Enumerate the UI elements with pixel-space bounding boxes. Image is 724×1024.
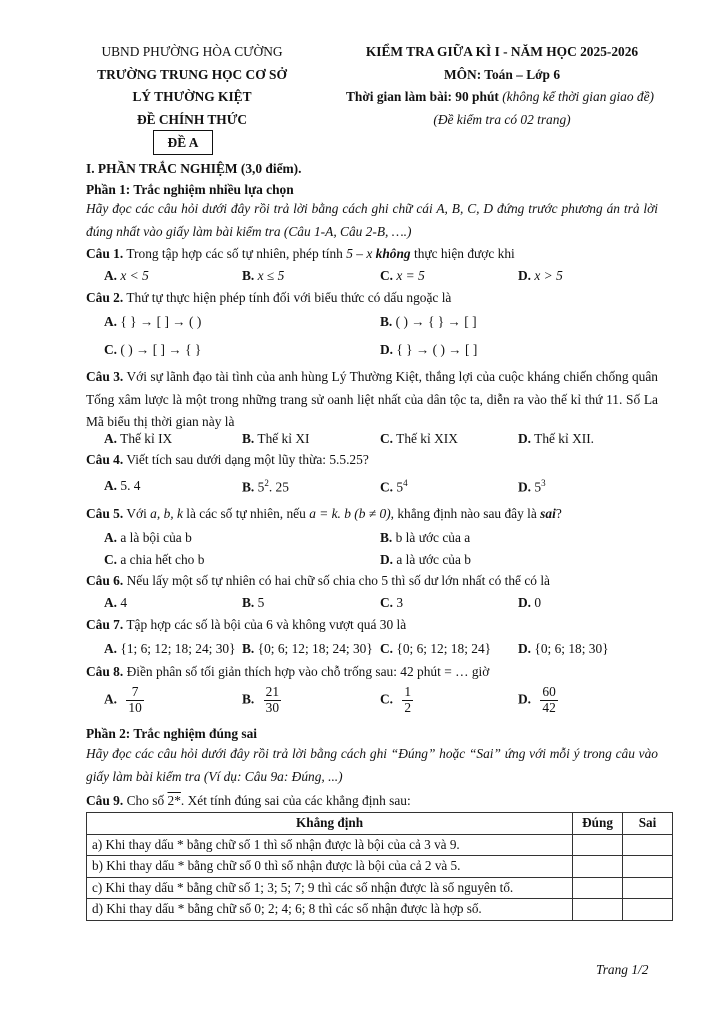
statement-a: a) Khi thay dấu * bằng chữ số 1 thì số nhận được là bội của cả 3 và 9.	[87, 834, 573, 856]
table-row	[87, 834, 673, 856]
header-org: UBND PHƯỜNG HÒA CƯỜNG	[101, 44, 283, 59]
q1-option-d: D. x > 5	[518, 268, 563, 283]
q2-option-c: C. ( ) → [ ] → { }	[104, 342, 202, 357]
q7-option-b: B. {0; 6; 12; 18; 24; 30}	[242, 641, 373, 656]
q5-label: Câu 5.	[86, 506, 124, 521]
q1-option-a: A. x < 5	[104, 268, 149, 283]
q6-label: Câu 6.	[86, 573, 124, 588]
q2-option-a: A. { } → [ ] → ( )	[104, 314, 202, 329]
q2-option-d: D. { } → ( ) → [ ]	[380, 342, 478, 357]
q8-option-a: A. $\frac{7}{10}$	[104, 684, 142, 715]
answer-true-b[interactable]	[573, 856, 623, 878]
q3-option-c: C. Thế kỉ XIX	[380, 431, 458, 446]
q7-label: Câu 7.	[86, 617, 124, 632]
answer-false-a[interactable]	[623, 834, 673, 856]
header-school-name: LÝ THƯỜNG KIỆT	[132, 89, 252, 104]
q4-option-d: D. $5^3$	[518, 478, 546, 495]
col-true: Đúng	[573, 813, 623, 835]
q9-number: 2*	[167, 793, 181, 808]
q5-stem: Câu 5. Với a, b, k là các số tự nhiên, nếu a = k. b (b ≠ 0), khẳng định nào sau đây là sai?	[86, 506, 562, 521]
q8-option-c: C. $\frac{1}{2}$	[380, 684, 412, 715]
q5-option-a: A. a là bội của b	[104, 530, 192, 545]
q1-keyword: không	[375, 246, 411, 261]
exam-time	[320, 89, 680, 106]
q1-option-c: C. x = 5	[380, 268, 425, 283]
q7-stem	[86, 617, 658, 634]
answer-false-b[interactable]	[623, 856, 673, 878]
q7-option-a: A. {1; 6; 12; 18; 24; 30}	[104, 641, 236, 656]
q4-label: Câu 4.	[86, 452, 124, 467]
q6-option-d: D. 0	[518, 595, 542, 610]
q2-stem	[86, 290, 658, 307]
q2-label: Câu 2.	[86, 290, 124, 305]
q7-text: Tập hợp các số là bội của 6 và không vượt quá 30 là	[126, 617, 407, 632]
header-official: ĐỀ CHÍNH THỨC	[136, 112, 248, 127]
section1-title: I. PHẦN TRẮC NGHIỆM (3,0 điểm).	[86, 161, 302, 176]
q6-text: Nếu lấy một số tự nhiên có hai chữ số chia cho 5 thì số dư lớn nhất có thể có là	[126, 573, 550, 588]
q3-option-b: B. Thế kỉ XI	[242, 431, 310, 446]
q4-option-b: B. $5^2$. 25	[242, 478, 289, 495]
q6-stem	[86, 573, 658, 590]
q4-option-c: C. $5^4$	[380, 478, 408, 495]
q1-post: thực hiện được khi	[413, 246, 515, 261]
q7-option-d: D. {0; 6; 18; 30}	[518, 641, 609, 656]
q4-stem	[86, 452, 658, 469]
q6-option-b: B. 5	[242, 595, 265, 610]
table-row	[87, 856, 673, 878]
q3-option-a: A. Thế kỉ IX	[104, 431, 173, 446]
col-false: Sai	[623, 813, 673, 835]
q8-label: Câu 8.	[86, 664, 124, 679]
statement-d: d) Khi thay dấu * bằng chữ số 0; 2; 4; 6; 8 thì các số nhận được là hợp số.	[87, 899, 573, 921]
q3-label: Câu 3.	[86, 369, 124, 384]
exam-title: KIỂM TRA GIỮA KÌ I - NĂM HỌC 2025-2026	[365, 44, 639, 59]
answer-false-c[interactable]	[623, 877, 673, 899]
part2-title: Phần 2: Trắc nghiệm đúng sai	[86, 726, 258, 741]
q1-pre: Trong tập hợp các số tự nhiên, phép tính	[126, 246, 343, 261]
q6-option-a: A. 4	[104, 595, 128, 610]
part1-title: Phần 1: Trắc nghiệm nhiều lựa chọn	[86, 182, 294, 197]
q6-option-c: C. 3	[380, 595, 404, 610]
part1-instructions: Hãy đọc các câu hỏi dưới đây rồi trả lời bằng cách ghi chữ cái A, B, C, D đứng trước phương án trả lời đúng nhất vào giấy làm bài kiểm tra (Câu 1-A, Câu 2-B, ….)	[86, 201, 658, 239]
q5-expr: a = k. b (b ≠ 0)	[309, 506, 391, 521]
q2-option-b: B. ( ) → { } → [ ]	[380, 314, 477, 329]
q7-option-c: C. {0; 6; 12; 18; 24}	[380, 641, 492, 656]
exam-subject: MÔN: Toán – Lớp 6	[443, 67, 561, 82]
page-number: Trang 1/2	[596, 962, 649, 977]
table-header-row	[87, 813, 673, 835]
q8-text: Điền phân số tối giản thích hợp vào chỗ trống sau: 42 phút = … giờ	[126, 664, 490, 679]
exam-pages-note: (Đề kiểm tra có 02 trang)	[433, 112, 571, 127]
answer-false-d[interactable]	[623, 899, 673, 921]
q1-expr: 5 – x	[346, 246, 373, 261]
q5-option-d: D. a là ước của b	[380, 552, 471, 567]
exam-code: ĐỀ A	[167, 135, 199, 150]
answer-true-c[interactable]	[573, 877, 623, 899]
statement-b: b) Khi thay dấu * bằng chữ số 0 thì số nhận được là bội của cả 2 và 5.	[87, 856, 573, 878]
q1-stem	[86, 246, 658, 263]
q3-text: Với sự lãnh đạo tài tình của anh hùng Lý Thường Kiệt, thắng lợi của cuộc kháng chiến chống quân Tống xâm lược là một trong những trang sử oanh liệt nhất của dân tộc ta, diễn ra vào thế kỉ thứ 11. Số La Mã biểu thị thời gian này là	[86, 369, 658, 429]
q1-option-b: B. x ≤ 5	[242, 268, 285, 283]
col-statement: Khẳng định	[87, 813, 573, 835]
header-school: TRƯỜNG TRUNG HỌC CƠ SỞ	[97, 67, 287, 82]
q9-stem: Câu 9. Cho số 2*. Xét tính đúng sai của các khẳng định sau:	[86, 793, 411, 808]
statement-c: c) Khi thay dấu * bằng chữ số 1; 3; 5; 7; 9 thì các số nhận được là số nguyên tố.	[87, 877, 573, 899]
q4-option-a: A. 5. 4	[104, 478, 141, 493]
q1-label: Câu 1.	[86, 246, 124, 261]
exam-time-note: (không kể thời gian giao đề)	[502, 89, 655, 104]
table-row	[87, 877, 673, 899]
q5-keyword: sai	[540, 506, 556, 521]
q9-label: Câu 9.	[86, 793, 124, 808]
answer-true-a[interactable]	[573, 834, 623, 856]
q8-stem	[86, 664, 658, 681]
table-row	[87, 899, 673, 921]
true-false-table	[86, 812, 673, 921]
q4-text: Viết tích sau dưới dạng một lũy thừa: 5.5.25?	[126, 452, 369, 467]
part2-instructions: Hãy đọc các câu hỏi dưới đây rồi trả lời bằng cách ghi “Đúng” hoặc “Sai” ứng với mỗi ý trong câu vào giấy làm bài kiểm tra (Ví dụ: Câu 9a: Đúng, ...)	[86, 746, 658, 784]
q5-option-c: C. a chia hết cho b	[104, 552, 205, 567]
q8-option-b: B. $\frac{21}{30}$	[242, 684, 280, 715]
exam-time-bold: Thời gian làm bài: 90 phút	[345, 89, 499, 104]
q3-stem	[86, 366, 658, 434]
q5-option-b: B. b là ước của a	[380, 530, 471, 545]
q3-option-d: D. Thế kỉ XII.	[518, 431, 595, 446]
answer-true-d[interactable]	[573, 899, 623, 921]
q8-option-d: D. $\frac{60}{42}$	[518, 684, 556, 715]
q2-text: Thứ tự thực hiện phép tính đối với biểu thức có dấu ngoặc là	[126, 290, 452, 305]
